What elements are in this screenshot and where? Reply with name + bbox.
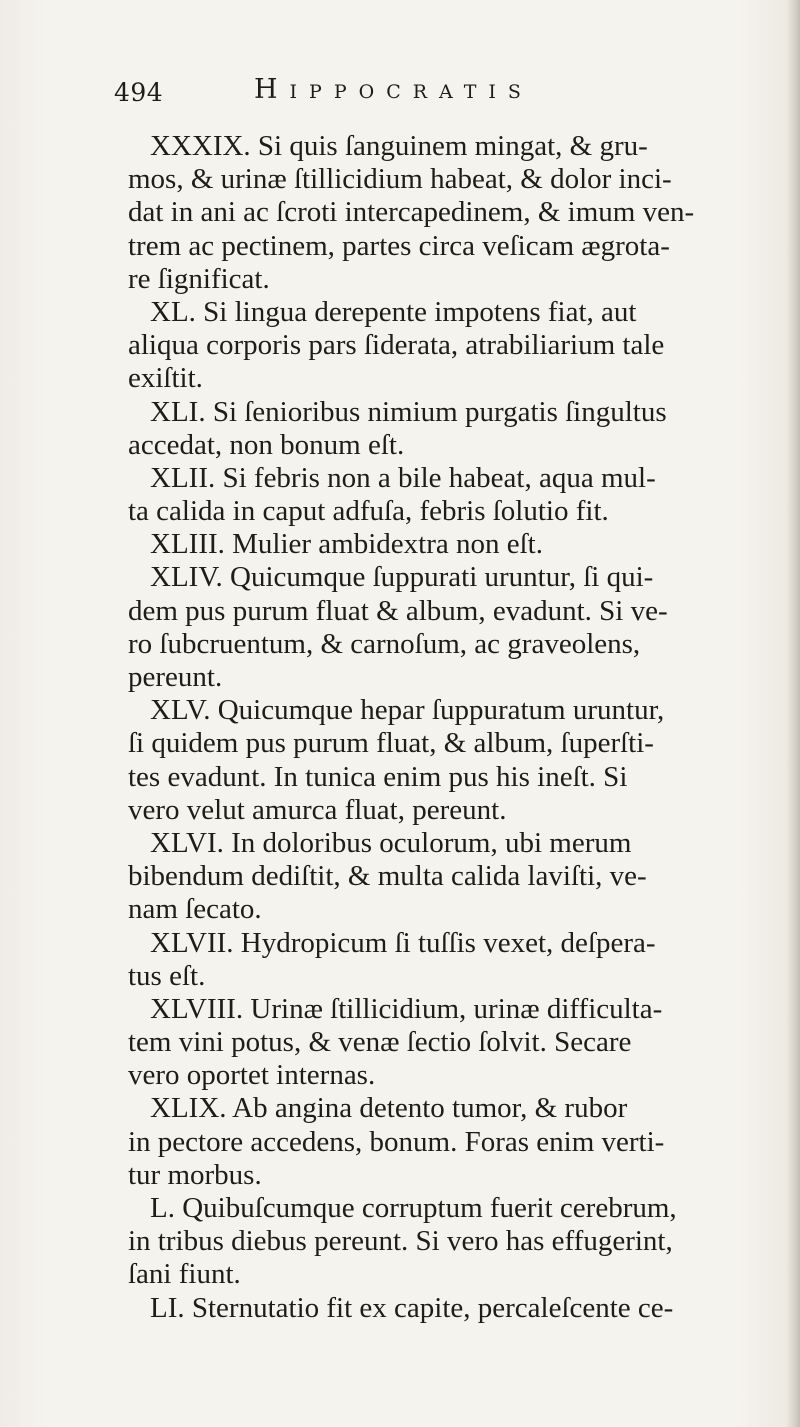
page-number: 494 bbox=[114, 78, 164, 107]
text-line: L. Quibuſcumque corruptum fuerit cerebrum, bbox=[150, 1192, 677, 1224]
text-line: mos, & urinæ ſtillicidium habeat, & dolor inci- bbox=[128, 163, 672, 196]
text-line: tus eſt. bbox=[128, 959, 206, 992]
text-line: XLIX. Ab angina detento tumor, & rubor bbox=[150, 1092, 628, 1125]
text-line: vero velut amurca fluat, pereunt. bbox=[128, 793, 507, 826]
text-line: tur morbus. bbox=[128, 1158, 262, 1191]
text-line: in pectore accedens, bonum. Foras enim verti- bbox=[128, 1125, 665, 1158]
text-line: ſi quidem pus purum fluat, & album, ſuperſti- bbox=[128, 727, 654, 760]
text-line: XLIII. Mulier ambidextra non eſt. bbox=[150, 528, 543, 561]
text-line: XLV. Quicumque hepar ſuppuratum uruntur, bbox=[150, 694, 665, 727]
text-line: aliqua corporis pars ſiderata, atrabiliarium tale bbox=[128, 329, 665, 362]
text-line: trem ac pectinem, partes circa veſicam ægrota- bbox=[128, 229, 670, 262]
text-line: dem pus purum fluat & album, evadunt. Si ve- bbox=[128, 594, 668, 627]
text-line: tem vini potus, & venæ ſectio ſolvit. Secare bbox=[128, 1026, 632, 1059]
text-line: XL. Si lingua derepente impotens fiat, aut bbox=[150, 295, 637, 328]
text-line: XLVII. Hydropicum ſi tuſſis vexet, deſpera- bbox=[150, 926, 656, 959]
running-head: Hippocratis bbox=[254, 74, 533, 105]
text-line: accedat, non bonum eſt. bbox=[128, 428, 405, 461]
text-line: LI. Sternutatio fit ex capite, percaleſcente ce- bbox=[150, 1291, 674, 1324]
text-line: ta calida in caput adfuſa, febris ſolutio fit. bbox=[128, 495, 609, 528]
text-line: in tribus diebus pereunt. Si vero has effugerint, bbox=[128, 1225, 673, 1258]
page-header bbox=[114, 74, 714, 114]
text-line: nam ſecato. bbox=[128, 893, 262, 926]
text-line: tes evadunt. In tunica enim pus his ineſt. Si bbox=[128, 760, 628, 793]
text-line: XLI. Si ſenioribus nimium purgatis ſingultus bbox=[150, 395, 667, 428]
text-line: exiſtit. bbox=[128, 362, 203, 395]
aphorism-text bbox=[128, 130, 800, 1325]
text-line: XXXIX. Si quis ſanguinem mingat, & gru- bbox=[150, 130, 648, 162]
text-line: re ſignificat. bbox=[128, 262, 270, 295]
text-line: ro ſubcruentum, & carnoſum, ac graveolens, bbox=[128, 627, 641, 660]
text-line: XLII. Si febris non a bile habeat, aqua mul- bbox=[150, 461, 656, 494]
text-line: pereunt. bbox=[128, 661, 223, 693]
text-line: dat in ani ac ſcroti intercapedinem, & imum ven- bbox=[128, 196, 695, 229]
text-line: XLIV. Quicumque ſuppurati uruntur, ſi qui- bbox=[150, 561, 654, 594]
text-line: XLVI. In doloribus oculorum, ubi merum bbox=[150, 826, 632, 859]
text-line: ſani fiunt. bbox=[128, 1258, 241, 1291]
text-line: vero oportet internas. bbox=[128, 1059, 376, 1092]
text-line: bibendum dediſtit, & multa calida laviſti, ve- bbox=[128, 860, 647, 893]
text-line: XLVIII. Urinæ ſtillicidium, urinæ difficulta- bbox=[150, 992, 663, 1025]
